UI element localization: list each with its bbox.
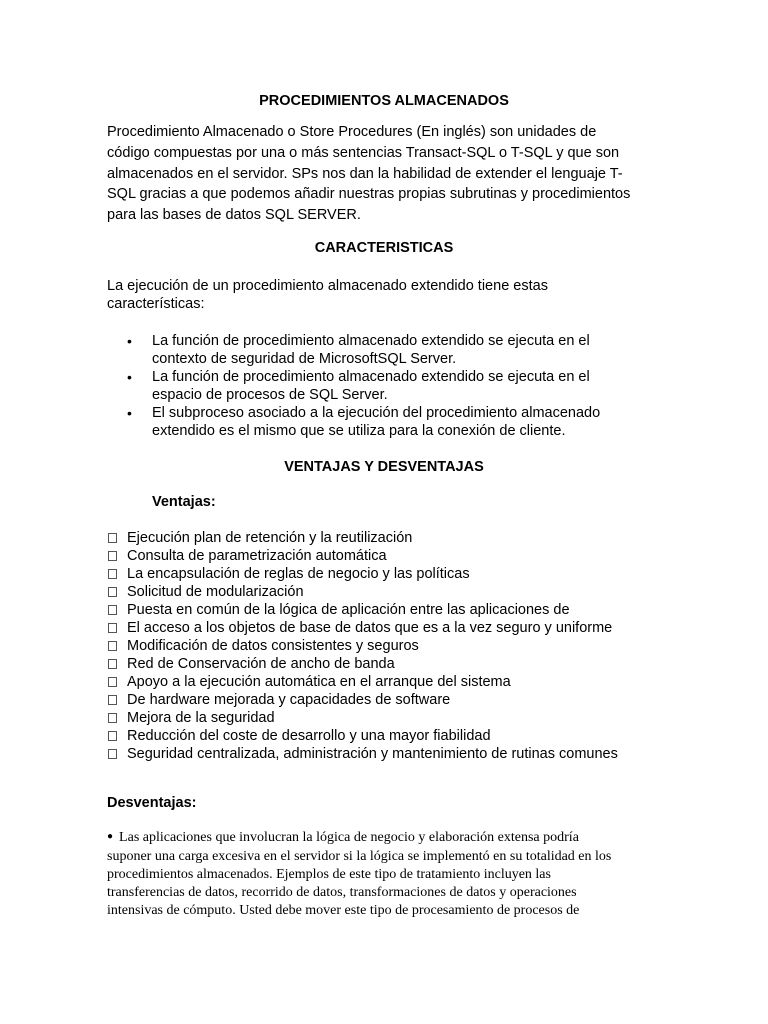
checkbox-icon — [108, 713, 117, 723]
intro-line: código compuestas por una o más sentencias Transact-SQL o T-SQL y que son — [107, 144, 620, 161]
pros-cons-heading: VENTAJAS Y DESVENTAJAS — [284, 459, 484, 475]
list-item — [107, 565, 707, 583]
intro-line: Procedimiento Almacenado o Store Procedures (En inglés) son unidades de — [107, 124, 597, 140]
list-item-text: Mejora de la seguridad — [127, 710, 275, 726]
list-item — [107, 404, 647, 440]
list-item — [107, 601, 707, 619]
disadvantages-line — [107, 829, 667, 848]
disadvantages-line-text: Las aplicaciones que involucran la lógica de negocio y elaboración extensa podría — [119, 830, 579, 845]
list-item-line: El subproceso asociado a la ejecución del procedimiento almacenado — [152, 405, 601, 421]
list-item-line: extendido es el mismo que se utiliza para la conexión de cliente. — [152, 423, 566, 439]
bullet-icon: • — [127, 333, 132, 349]
list-item — [107, 655, 707, 673]
disadvantages-paragraph — [107, 829, 667, 920]
checkbox-icon — [108, 551, 117, 561]
list-item-text: Consulta de parametrización automática — [127, 548, 387, 564]
features-list — [107, 332, 647, 440]
list-item — [107, 673, 707, 691]
page-title: PROCEDIMIENTOS ALMACENADOS — [259, 93, 509, 109]
intro-line: almacenados en el servidor. SPs nos dan la habilidad de extender el lenguaje T- — [107, 165, 623, 182]
checkbox-icon — [108, 677, 117, 687]
list-item-text: De hardware mejorada y capacidades de software — [127, 692, 451, 708]
list-item-line: La función de procedimiento almacenado extendido se ejecuta en el — [152, 333, 590, 349]
list-item-text: El acceso a los objetos de base de datos que es a la vez seguro y uniforme — [127, 620, 613, 636]
features-intro — [107, 277, 667, 313]
checkbox-icon — [108, 569, 117, 579]
list-item — [107, 619, 707, 637]
features-intro-line: La ejecución de un procedimiento almacenado extendido tiene estas — [107, 278, 548, 294]
list-item-text: Solicitud de modularización — [127, 584, 304, 600]
features-intro-line: características: — [107, 296, 205, 312]
checkbox-icon — [108, 641, 117, 651]
list-item — [107, 368, 647, 404]
checkbox-icon — [108, 533, 117, 543]
advantages-list — [107, 529, 707, 763]
list-item-text: Puesta en común de la lógica de aplicación entre las aplicaciones de — [127, 602, 570, 618]
bullet-icon: • — [127, 405, 132, 421]
list-item-text: Seguridad centralizada, administración y mantenimiento de rutinas comunes — [127, 746, 618, 762]
list-item-line: espacio de procesos de SQL Server. — [152, 387, 388, 403]
intro-paragraph — [107, 122, 667, 226]
checkbox-icon — [108, 659, 117, 669]
bullet-icon: ● — [107, 831, 114, 842]
advantages-heading: Ventajas: — [152, 494, 216, 510]
list-item-line: La función de procedimiento almacenado extendido se ejecuta en el — [152, 369, 590, 385]
checkbox-icon — [108, 623, 117, 633]
features-heading: CARACTERISTICAS — [314, 240, 454, 256]
list-item-text: La encapsulación de reglas de negocio y las políticas — [127, 566, 470, 582]
list-item — [107, 637, 707, 655]
checkbox-icon — [108, 605, 117, 615]
list-item-text: Reducción del coste de desarrollo y una mayor fiabilidad — [127, 728, 491, 744]
bullet-icon: • — [127, 369, 132, 385]
disadvantages-line: suponer una carga excesiva en el servidor si la lógica se implementó en su totalidad en los — [107, 849, 612, 864]
checkbox-icon — [108, 731, 117, 741]
list-item-text: Modificación de datos consistentes y seguros — [127, 638, 419, 654]
disadvantages-line: transferencias de datos, recorrido de datos, transformaciones de datos y operaciones — [107, 885, 577, 900]
list-item-text: Apoyo a la ejecución automática en el arranque del sistema — [127, 674, 511, 690]
checkbox-icon — [108, 749, 117, 759]
disadvantages-line: procedimientos almacenados. Ejemplos de este tipo de tratamiento incluyen las — [107, 867, 551, 882]
list-item — [107, 332, 647, 368]
list-item — [107, 547, 707, 565]
list-item — [107, 529, 707, 547]
list-item-line: contexto de seguridad de MicrosoftSQL Server. — [152, 351, 457, 367]
list-item — [107, 745, 707, 763]
list-item — [107, 691, 707, 709]
intro-line: para las bases de datos SQL SERVER. — [107, 207, 361, 224]
list-item-text: Red de Conservación de ancho de banda — [127, 656, 395, 672]
disadvantages-heading: Desventajas: — [107, 795, 197, 811]
disadvantages-line: intensivas de cómputo. Usted debe mover este tipo de procesamiento de procesos de — [107, 903, 580, 918]
list-item — [107, 583, 707, 601]
list-item — [107, 727, 707, 745]
checkbox-icon — [108, 587, 117, 597]
list-item — [107, 709, 707, 727]
intro-line: SQL gracias a que podemos añadir nuestras propias subrutinas y procedimientos — [107, 186, 631, 203]
checkbox-icon — [108, 695, 117, 705]
list-item-text: Ejecución plan de retención y la reutilización — [127, 530, 413, 546]
